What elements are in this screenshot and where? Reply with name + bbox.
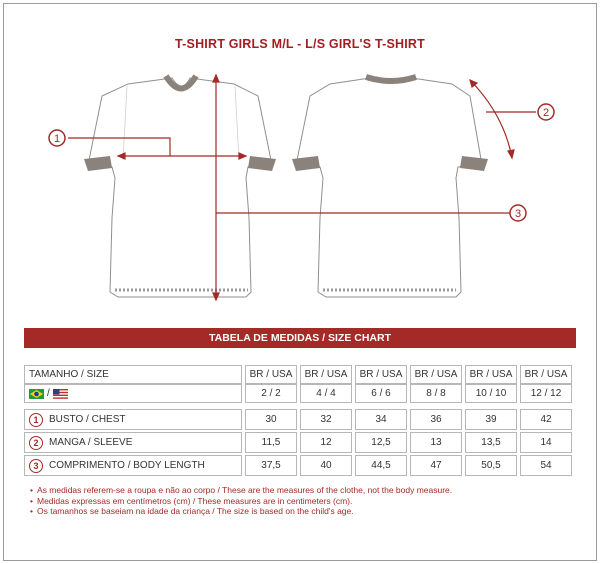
value-cell: 44,5 bbox=[355, 455, 407, 476]
flags-cell: / bbox=[24, 384, 242, 403]
value-cell: 14 bbox=[520, 432, 572, 453]
col-header: BR / USA bbox=[465, 365, 517, 384]
value-cell: 39 bbox=[465, 409, 517, 430]
row-label: 2 MANGA / SLEEVE bbox=[24, 432, 242, 453]
value-cell: 13 bbox=[410, 432, 462, 453]
callout-1 bbox=[49, 130, 65, 146]
sleeve-measure-line bbox=[470, 80, 536, 158]
callout-3 bbox=[510, 205, 526, 221]
value-cell: 30 bbox=[245, 409, 297, 430]
col-header: BR / USA bbox=[410, 365, 462, 384]
size-cell: 4 / 4 bbox=[300, 384, 352, 403]
value-cell: 50,5 bbox=[465, 455, 517, 476]
row-label: 3 COMPRIMENTO / BODY LENGTH bbox=[24, 455, 242, 476]
value-cell: 34 bbox=[355, 409, 407, 430]
value-cell: 54 bbox=[520, 455, 572, 476]
value-cell: 12,5 bbox=[355, 432, 407, 453]
value-cell: 32 bbox=[300, 409, 352, 430]
value-cell: 13,5 bbox=[465, 432, 517, 453]
size-cell: 12 / 12 bbox=[520, 384, 572, 403]
note-item: • Os tamanhos se baseiam na idade da criança / The size is based on the child's age. bbox=[30, 506, 452, 517]
back-tshirt bbox=[292, 77, 488, 297]
size-cell: 2 / 2 bbox=[245, 384, 297, 403]
col-header: BR / USA bbox=[245, 365, 297, 384]
note-item: • As medidas referem-se a roupa e não ao corpo / These are the measures of the clothe, not the body measure. bbox=[30, 485, 452, 496]
row-number-badge: 3 bbox=[29, 459, 43, 473]
value-cell: 36 bbox=[410, 409, 462, 430]
col-header: BR / USA bbox=[355, 365, 407, 384]
col-header: BR / USA bbox=[300, 365, 352, 384]
row-number-badge: 2 bbox=[29, 436, 43, 450]
size-header-row bbox=[24, 365, 576, 384]
value-cell: 12 bbox=[300, 432, 352, 453]
value-cell: 42 bbox=[520, 409, 572, 430]
notes bbox=[30, 485, 452, 517]
value-cell: 47 bbox=[410, 455, 462, 476]
value-cell: 11,5 bbox=[245, 432, 297, 453]
page-title: T-SHIRT GIRLS M/L - L/S GIRL'S T-SHIRT bbox=[175, 37, 425, 51]
size-chart-banner: TABELA DE MEDIDAS / SIZE CHART bbox=[24, 328, 576, 348]
row-label: 1 BUSTO / CHEST bbox=[24, 409, 242, 430]
size-cell: 10 / 10 bbox=[465, 384, 517, 403]
size-values-row bbox=[24, 384, 576, 403]
usa-flag-icon bbox=[53, 389, 68, 399]
table-row-chest bbox=[24, 409, 576, 430]
size-header-label: TAMANHO / SIZE bbox=[24, 365, 242, 384]
col-header: BR / USA bbox=[520, 365, 572, 384]
note-item: • Medidas expressas em centímetros (cm) / These measures are in centimeters (cm). bbox=[30, 496, 452, 507]
front-tshirt bbox=[84, 76, 276, 297]
svg-text:2: 2 bbox=[542, 107, 550, 119]
brazil-flag-icon bbox=[29, 389, 44, 399]
svg-text:1: 1 bbox=[53, 133, 61, 145]
size-cell: 8 / 8 bbox=[410, 384, 462, 403]
value-cell: 37,5 bbox=[245, 455, 297, 476]
row-number-badge: 1 bbox=[29, 413, 43, 427]
svg-text:3: 3 bbox=[514, 208, 522, 220]
table-row-body-length bbox=[24, 455, 576, 476]
value-cell: 40 bbox=[300, 455, 352, 476]
size-cell: 6 / 6 bbox=[355, 384, 407, 403]
table-row-sleeve bbox=[24, 432, 576, 453]
callout-2 bbox=[538, 104, 554, 120]
